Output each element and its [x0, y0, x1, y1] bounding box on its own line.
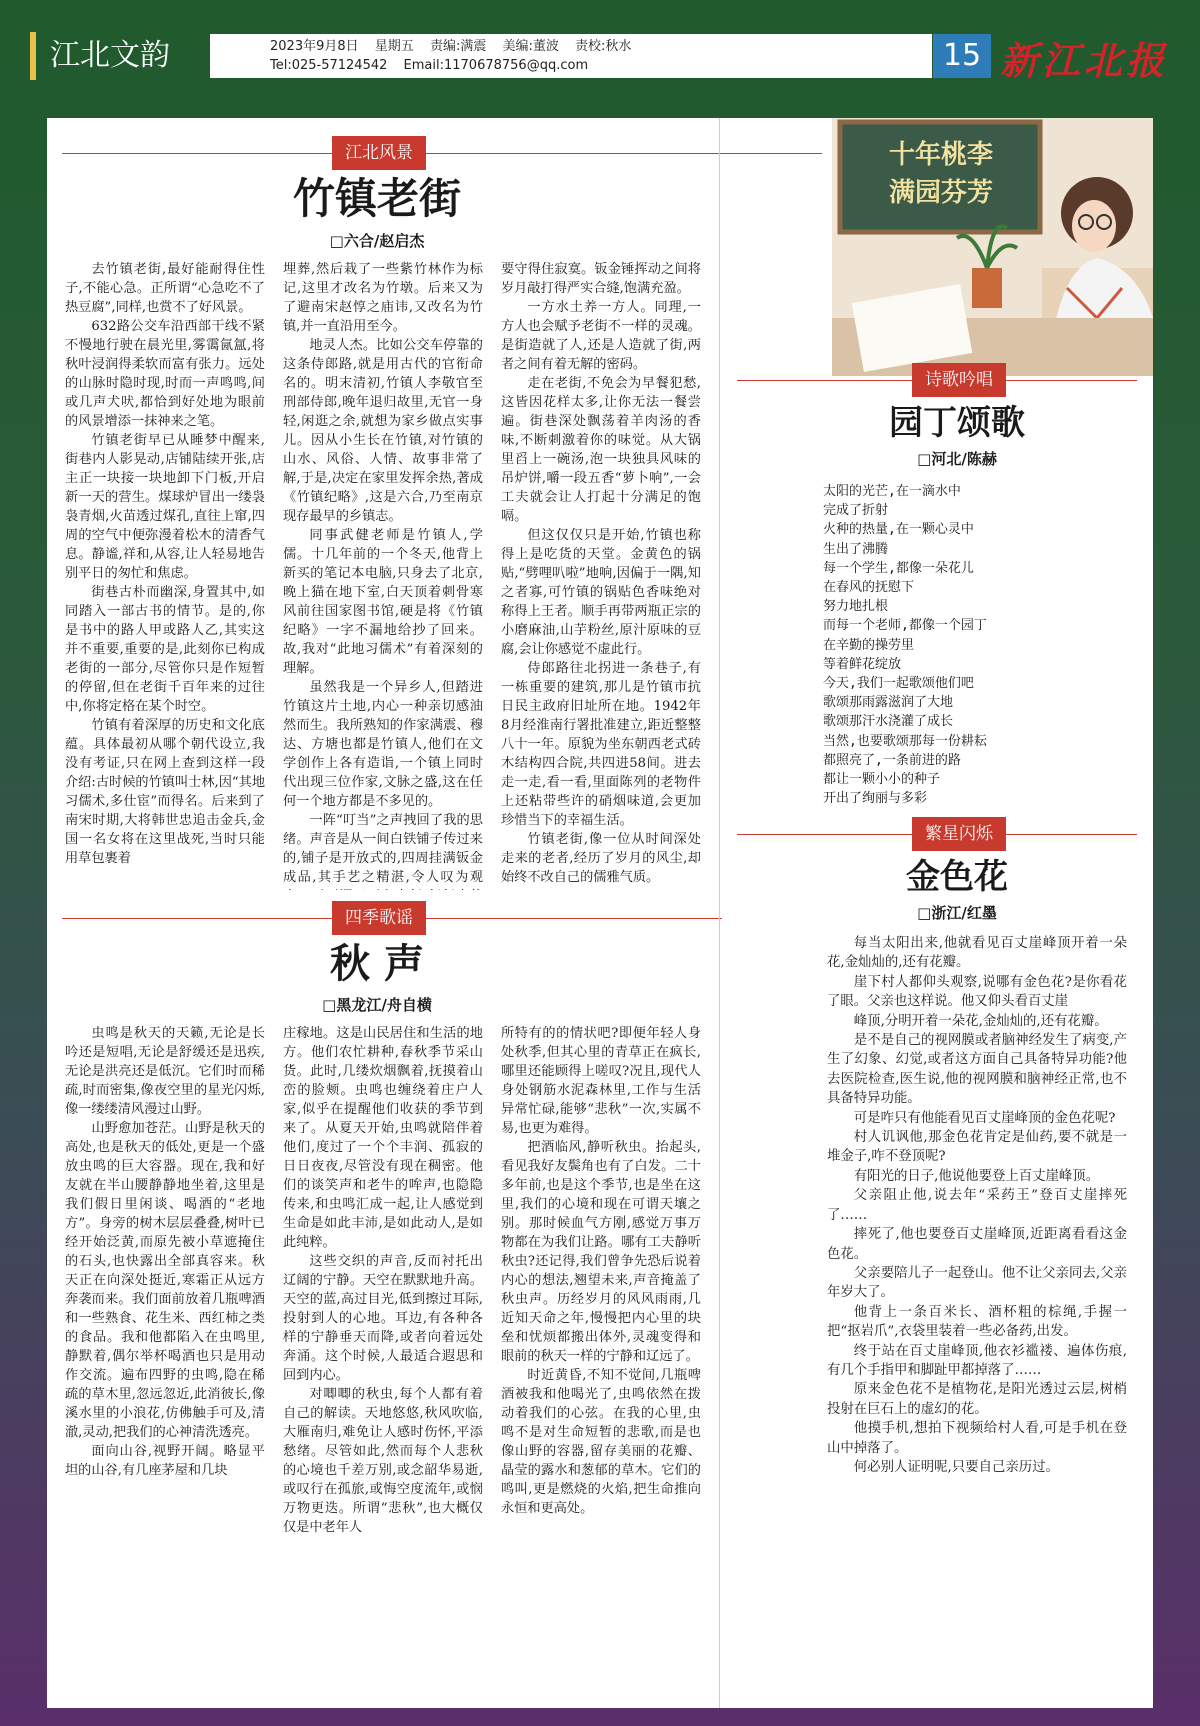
poem-line: 努力地扎根	[823, 599, 889, 615]
paragraph: 原来金色花不是植物花,是阳光透过云层,树梢投射在巨石上的虚幻的花。	[827, 1382, 1127, 1417]
article-title-3: 园丁颂歌	[889, 403, 1025, 443]
paragraph: 竹镇有着深厚的历史和文化底蕴。具体最初从哪个朝代设立,我没有考证,只在网上查到这样一段介绍:古时候的竹镇叫士林,因“其地习儒术,多仕宦”而得名。后来到了南宋时期,大将韩世忠追击金兵,金国一名女将在这里战死,当时只能用草包裹着	[65, 718, 265, 866]
paragraph: 一方水土养一方人。同理,一方人也会赋予老街不一样的灵魂。是街造就了人,还是人造就了街,两者之间有着无解的密码。	[501, 300, 701, 372]
paragraph: 有阳光的日子,他说他要登上百丈崖峰顶。	[853, 1168, 1100, 1184]
section-tag-3: 诗歌吟唱	[912, 363, 1006, 397]
article-title-4: 金色花	[906, 857, 1008, 897]
section-tag-1: 江北风景	[332, 136, 426, 170]
paragraph: 父亲阻止他,说去年“采药王”登百丈崖摔死了……	[827, 1188, 1127, 1223]
poem-line: 太阳的光芒,在一滴水中	[823, 484, 961, 499]
paragraph: 这些交织的声音,反而衬托出辽阔的宁静。天空在默默地升高。天空的蓝,高过目光,低到擦过耳际,投射到人的心地。耳边,有各种各样的宁静垂天而降,或者向着远处奔涌。这个时候,人最适合遐思和回到内心。	[283, 1254, 483, 1383]
paragraph: 同事武健老师是竹镇人,学儒。十几年前的一个冬天,他背上新买的笔记本电脑,只身去了北京,晚上猫在地下室,白天顶着刺骨寒风前往国家图书馆,硬是将《竹镇纪略》一字不漏地给抄了回来。故,我对“此地习儒术”有着深刻的理解。	[283, 528, 483, 676]
paragraph: 竹镇老街早已从睡梦中醒来,街巷内人影晃动,店铺陆续开张,店主正一块接一块地卸下门板,开启新一天的营生。煤球炉冒出一缕袅袅青烟,火苗透过煤孔,直往上窜,四周的空气中便弥漫着松木的清香气息。静谧,祥和,从容,让人轻易地告别平日的匆忙和焦虑。	[65, 433, 265, 581]
banner-line-1: 十年桃李	[888, 140, 993, 170]
article-byline-1: □六合/赵启杰	[329, 232, 425, 250]
article1-column-3	[501, 260, 701, 890]
paragraph: 去竹镇老街,最好能耐得住性子,不能心急。正所谓“心急吃不了热豆腐”,同样,也赏不了好风景。	[65, 262, 265, 315]
paragraph: 崖下村人都仰头观察,说哪有金色花?是你看花了眼。父亲也这样说。他又仰头看百丈崖	[827, 974, 1127, 1010]
section-tag-4: 繁星闪烁	[912, 817, 1006, 851]
paragraph: 埋葬,然后栽了一些紫竹林作为标记,这里才改名为竹墩。后来又为了避南宋赵惇之庙讳,又改名为竹镇,并一直沿用至今。	[283, 262, 483, 334]
paragraph: 峰顶,分明开着一朵花,金灿灿的,还有花瓣。	[853, 1013, 1108, 1029]
article4-body	[827, 934, 1127, 1704]
poem-line: 完成了折射	[823, 503, 889, 519]
article1-column-2	[283, 260, 483, 890]
paragraph: 庄稼地。这是山民居住和生活的地方。他们农忙耕种,春秋季节采山货。此时,几缕炊烟飘着,抚摸着山峦的脸颊。虫鸣也缠绕着庄户人家,似乎在提醒他们收获的季节到来了。从夏天开始,虫鸣就陪伴着他们,度过了一个个丰润、孤寂的日日夜夜,尽管没有现在稠密。他们的谈笑声和老牛的哞声,也隐隐传来,和虫鸣汇成一起,让人感觉到生命是如此丰沛,是如此动人,是如此纯粹。	[283, 1026, 483, 1250]
poem-line: 在春风的抚慰下	[823, 580, 915, 596]
paragraph: 何必别人证明呢,只要自己亲历过。	[853, 1459, 1059, 1475]
article-byline-4: □浙江/红墨	[917, 904, 997, 922]
issue-info	[210, 34, 932, 78]
paragraph: 他摸手机,想拍下视频给村人看,可是手机在登山中掉落了。	[827, 1421, 1127, 1456]
poem-line: 每一个学生,都像一朵花儿	[823, 560, 974, 576]
issue-weekday: 星期五	[374, 39, 414, 54]
paragraph: 面向山谷,视野开阔。略显平坦的山谷,有几座茅屋和几块	[65, 1444, 265, 1478]
column-divider	[719, 118, 720, 1708]
editor: 责编:满震	[429, 39, 487, 54]
paragraph: 要守得住寂寞。钣金锤挥动之间将岁月敲打得严实合缝,饱满充盈。	[501, 262, 701, 296]
tag-rule	[62, 153, 822, 154]
paragraph: 竹镇老街,像一位从时间深处走来的老者,经历了岁月的风尘,却始终不改自己的儒雅气质。	[501, 832, 701, 885]
poem-line: 都照亮了,一条前进的路	[823, 752, 961, 768]
paragraph: 虫鸣是秋天的天籁,无论是长吟还是短唱,无论是舒缓还是迅疾,无论是洪亮还是低沉。它们时而稀疏,时而密集,像夜空里的星光闪烁,像一缕缕清风漫过山野。	[65, 1026, 265, 1117]
paragraph: 每当太阳出来,他就看见百丈崖峰顶开着一朵花,金灿灿的,还有花瓣。	[827, 936, 1127, 971]
article-title-1: 竹镇老街	[292, 174, 461, 223]
page-header	[30, 26, 1170, 86]
poem-line: 歌颂那汗水浇灌了成长	[823, 714, 954, 730]
paragraph: 终于站在百丈崖峰顶,他衣衫褴褛、遍体伤痕,有几个手指甲和脚趾甲都掉落了……	[827, 1343, 1127, 1378]
illustration-banner	[846, 136, 1036, 212]
article1-column-1	[65, 260, 265, 890]
paragraph: 父亲要陪儿子一起登山。他不让父亲同去,父亲年岁大了。	[827, 1265, 1127, 1301]
poem-line: 当然,也要歌颂那每一份耕耘	[823, 733, 987, 749]
paragraph: 虽然我是一个异乡人,但踏进竹镇这片土地,内心一种亲切感油然而生。我所熟知的作家满震、穆达、方塘也都是竹镇人,他们在文学创作上各有造诣,一个镇上同时代出现三位作家,文脉之盛,这在任何一个地方都是不多见的。	[283, 680, 483, 809]
poem-line: 今天,我们一起歌颂他们吧	[823, 676, 974, 692]
paragraph: 村人讥讽他,那金色花肯定是仙药,要不就是一堆金子,咋不登顶呢?	[827, 1130, 1127, 1165]
article-byline-3: □河北/陈赫	[917, 450, 997, 468]
paragraph: 对唧唧的秋虫,每个人都有着自己的解读。天地悠悠,秋风吹临,大雁南归,难免让人感时伤怀,平添愁绪。尽管如此,然而每个人悲秋的心境也千差万别,或念韶华易逝,或叹行在孤旅,或悔空度流年,或悯万物更迭。所谓“悲秋”,也大概仅仅是中老年人	[283, 1387, 483, 1535]
article2-column-2	[283, 1024, 483, 1696]
page-number: 15	[933, 34, 991, 78]
paragraph: 时近黄昏,不知不觉间,几瓶啤酒被我和他喝光了,虫鸣依然在拨动着我们的心弦。在我的心里,虫鸣不是对生命短暂的悲歌,而是也像山野的容器,留存美丽的花瓣、晶莹的露水和葱郁的草木。它们的鸣叫,更是燃烧的火焰,把生命推向永恒和更高处。	[501, 1368, 701, 1516]
article-title-2: 秋 声	[330, 941, 424, 987]
poem-body	[823, 482, 1123, 808]
paragraph: 走在老街,不免会为早餐犯愁,这皆因花样太多,让你无法一餐尝遍。街巷深处飘荡着羊肉汤的香味,不断刺激着你的味觉。从大锅里舀上一碗汤,泡一块独具风味的吊炉饼,嚼一段五香“萝卜响”,一会工夫就会让人打起十分满足的饱嗝。	[501, 376, 701, 524]
article2-column-3	[501, 1024, 701, 1696]
page-sheet	[47, 118, 1153, 1708]
paragraph: 但这仅仅只是开始,竹镇也称得上是吃货的天堂。金黄色的锅贴,“劈哩叭啦”地响,因偏于一隅,知之者寡,可竹镇的锅贴色香味绝对称得上王者。顺手再带两瓶正宗的小磨麻油,山芋粉丝,原汁原味的豆腐,会让你感觉不虚此行。	[501, 528, 701, 657]
newspaper-logo: 新江北报	[1000, 38, 1169, 83]
poem-line: 生出了沸腾	[823, 541, 889, 557]
poem-line: 都让一颗小小的种子	[823, 772, 941, 788]
telephone: Tel:025-57124542	[270, 58, 388, 73]
paragraph: 山野愈加苍茫。山野是秋天的高处,也是秋天的低处,更是一个盛放虫鸣的巨大容器。现在,我和好友就在半山腰静静地坐着,这里是我们假日里闲谈、喝酒的“老地方”。身旁的树木层层叠叠,树叶已经开始泛黄,而原先被小草遮掩住的石头,也快露出全部真容来。秋天正在向深处挺近,寒霜正从远方奔袭而来。我们面前放着几瓶啤酒和一些熟食、花生米、西红柿之类的食品。我和他都陷入在虫鸣里,静默着,偶尔举杯喝酒也只是用动作交流。遍布四野的虫鸣,隐在稀疏的草木里,忽远忽近,此消彼长,像溪水里的小浪花,仿佛触手可及,清澈,灵动,把我们的心神清洗透亮。	[65, 1121, 265, 1440]
section-name: 江北文韵	[30, 32, 184, 80]
paragraph: 所特有的的情状吧?即便年轻人身处秋季,但其心里的青草正在疯长,哪里还能顾得上嗟叹?况且,现代人身处钢筋水泥森林里,工作与生活异常忙碌,能够“悲秋”一次,实属不易,也更为难得。	[501, 1026, 701, 1136]
poem-line: 等着鲜花绽放	[823, 656, 902, 672]
paragraph: 一阵“叮当”之声拽回了我的思绪。声音是从一间白铁铺子传过来的,铺子是开放式的,四周挂满钣金成品,其手艺之精湛,令人叹为观	[283, 813, 483, 885]
issue-date: 2023年9月8日	[270, 39, 359, 54]
poem-line: 火种的热量,在一颗心灵中	[823, 522, 974, 538]
poem-line: 在辛勤的操劳里	[823, 637, 915, 653]
paragraph: 是不是自己的视网膜或者脑神经发生了病变,产生了幻象、幻觉,或者这方面自己具备特异功能?他去医院检查,医生说,他的视网膜和脑神经正常,也不具备特异功能。	[827, 1033, 1127, 1107]
art-editor: 美编:董波	[502, 39, 559, 54]
paragraph: 街巷古朴而幽深,身置其中,如同踏入一部古书的情节。是的,你是书中的路人甲或路人乙,其实这并不重要,重要的是,此刻你已构成老街的一部分,尽管你只是作短暂的停留,但在老街千百年来的过往中,你将定格在某个时空。	[65, 585, 265, 714]
poem-line: 歌颂那雨露滋润了大地	[823, 695, 954, 711]
paragraph: 可是咋只有他能看见百丈崖峰顶的金色花呢?	[853, 1110, 1116, 1126]
proofreader: 责校:秋水	[575, 39, 632, 54]
poem-line: 而每一个老师,都像一个园丁	[823, 618, 987, 634]
teacher-illustration	[832, 118, 1153, 376]
email: Email:1170678756@qq.com	[403, 58, 589, 73]
article-byline-2: □黑龙江/舟自横	[322, 996, 432, 1014]
poem-line: 开出了绚丽与多彩	[823, 791, 928, 807]
paragraph: 侍郎路往北拐进一条巷子,有一栋重要的建筑,那儿是竹镇市抗日民主政府旧址所在地。1942年8月经淮南行署批准建立,距近整整八十一年。原貌为坐东朝西老式砖木结构四合院,共四进58间。进去走一走,看一看,里面陈列的老物件上还粘带些许的硝烟味道,会更加珍惜当下的幸福生活。	[501, 661, 701, 828]
banner-line-2: 满园芬芳	[888, 178, 993, 208]
paragraph: 把酒临风,静听秋虫。抬起头,看见我好友鬓角也有了白发。二十多年前,也是这个季节,也是坐在这里,我们的心境和现在可谓天壤之别。那时候血气方刚,感觉万事万物都在为我们让路。哪有工夫静听秋虫?还记得,我们曾争先恐后说着内心的想法,翘望未来,声音掩盖了秋虫声。历经岁月的风风雨雨,几近知天命之年,慢慢把内心里的块垒和忧烦都搬出体外,灵魂变得和眼前的秋天一样的宁静和辽远了。	[501, 1140, 701, 1364]
paragraph: 摔死了,他也要登百丈崖峰顶,近距离看看这金色花。	[827, 1227, 1127, 1262]
paragraph: 他背上一条百米长、酒杯粗的棕绳,手握一把“抠岩爪”,衣袋里装着一些必备药,出发。	[827, 1304, 1127, 1340]
article2-column-1	[65, 1024, 265, 1696]
section-tag-2: 四季歌谣	[332, 901, 426, 935]
paragraph: 地灵人杰。比如公交车停靠的这条侍郎路,就是用古代的官衔命名的。明末清初,竹镇人李敬官至刑部侍郎,晚年退归故里,无官一身轻,闲逛之余,就想为家乡做点实事儿。因从小生长在竹镇,对竹镇的山水、风俗、人情、故事非常了解,于是,决定在家里发挥余热,著成《竹镇纪略》,这是六合,乃至南京现存最早的乡镇志。	[283, 338, 483, 524]
paragraph: 632路公交车沿西部干线不紧不慢地行驶在晨光里,雾霭氤氲,将秋叶浸润得柔软而富有张力。远处的山脉时隐时现,时而一声鸣鸣,间或几声犬吠,都恰到好处地为眼前的风景增添一抹神来之笔。	[65, 319, 265, 429]
